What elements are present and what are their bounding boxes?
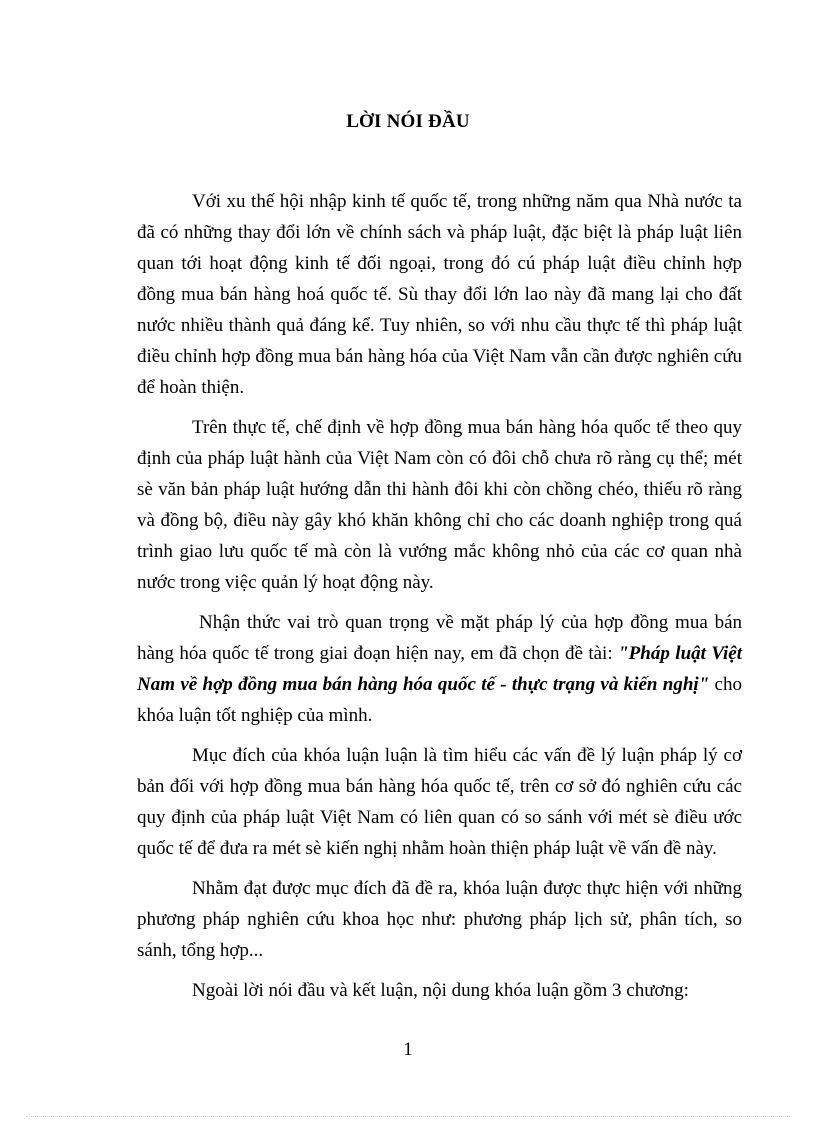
thesis-topic-title: "Pháp luật Việt Nam về hợp đồng mua bán hàng hóa quốc tế - thực trạng và kiến nghị" — [137, 643, 742, 695]
page-number: 1 — [403, 1039, 413, 1060]
paragraph-6: Ngoài lời nói đầu và kết luận, nội dung khóa luận gồm 3 chương: — [192, 980, 689, 1001]
paragraph-1: Với xu thế hội nhập kinh tế quốc tế, trong những năm qua Nhà nước ta đã có những thay đổi lớn về chính sách và pháp luật, đặc biệt là pháp luật liên quan tới hoạt động kinh tế đối ngoại, trong đó cú pháp luật điều chỉnh hợp đồng mua bán hàng hoá quốc tế. Sù thay đổi lớn lao này đã mang lại cho đất nước nhiều thành quả đáng kể. Tuy nhiên, so với nhu cầu thực tế thì pháp luật điều chỉnh hợp đồng mua bán hàng hóa của Việt Nam vẫn cần được nghiên cứu để hoàn thiện. — [137, 191, 742, 398]
document-body — [137, 186, 742, 1015]
page-title: LỜI NÓI ĐẦU — [346, 111, 470, 132]
paragraph-3-tail: cho khóa luận tốt nghiệp của mình. — [137, 674, 742, 726]
paragraph-5: Nhằm đạt được mục đích đã đề ra, khóa luận được thực hiện với những phương pháp nghiên cứu khoa học như: phương pháp lịch sử, phân tích, so sánh, tổng hợp... — [137, 878, 742, 961]
paragraph-4: Mục đích của khóa luận luận là tìm hiểu các vấn đề lý luận pháp lý cơ bản đối với hợp đồng mua bán hàng hóa quốc tế, trên cơ sở đó nghiên cứu các quy định của pháp luật Việt Nam có liên quan có so sánh với mét sè điều ước quốc tế để đưa ra mét sè kiến nghị nhằm hoàn thiện pháp luật về vấn đề này. — [137, 745, 742, 859]
paragraph-2: Trên thực tế, chế định về hợp đồng mua bán hàng hóa quốc tế theo quy định của pháp luật hành của Việt Nam còn có đôi chỗ chưa rõ ràng cụ thể; mét sè văn bản pháp luật hướng dẫn thi hành đôi khi còn chồng chéo, thiếu rõ ràng và đồng bộ, điều này gây khó khăn không chỉ cho các doanh nghiệp trong quá trình giao lưu quốc tế mà còn là vướng mắc không nhỏ của các cơ quan nhà nước trong việc quản lý hoạt động này. — [137, 417, 742, 593]
paragraph-3-lead: Nhận thức vai trò quan trọng về mặt pháp lý của hợp đồng mua bán hàng hóa quốc tế trong giai đoạn hiện nay, em đã chọn đề tài: — [137, 612, 742, 664]
page-bottom-border — [26, 1116, 790, 1117]
paragraph-3 — [137, 607, 742, 731]
